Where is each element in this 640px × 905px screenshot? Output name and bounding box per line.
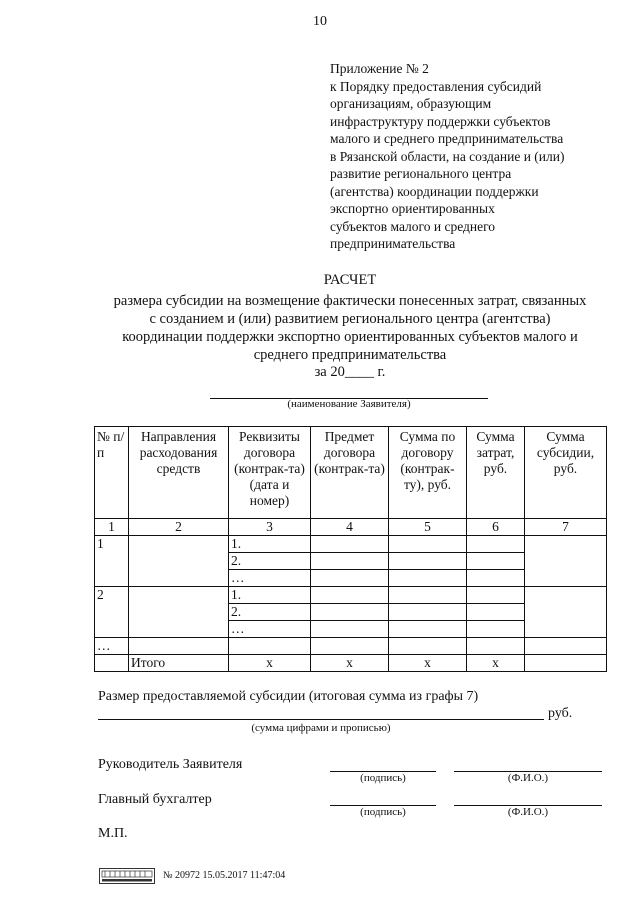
header-contract-sum: Сумма по договору (контрак-ту), руб. [389, 427, 467, 519]
column-number: 7 [525, 519, 607, 536]
header-contract-details: Реквизиты договора (контрак-та) (дата и номер) [229, 427, 311, 519]
table-row [95, 638, 607, 655]
contract-cell: 2. [229, 604, 311, 621]
table-cell [311, 604, 389, 621]
annex-line: (агентства) координации поддержки [330, 183, 539, 199]
header-directions: Направления расходования средств [129, 427, 229, 519]
subsidy-sum-line [98, 719, 544, 720]
table-cell [311, 536, 389, 553]
annex-line: в Рязанской области, на создание и (или) [330, 148, 565, 164]
accountant-fio-caption: (Ф.И.О.) [507, 806, 549, 818]
table-cell [389, 638, 467, 655]
contract-cell: 2. [229, 553, 311, 570]
row-number: … [95, 638, 129, 655]
column-numbers-row [95, 519, 607, 536]
table-row [95, 536, 607, 553]
applicant-caption: (наименование Заявителя) [287, 398, 411, 410]
table-cell [311, 587, 389, 604]
annex-line: экспортно ориентированных [330, 201, 495, 216]
total-subsidy-cell [525, 655, 607, 672]
direction-cell [129, 587, 229, 638]
registration-number: № 20972 15.05.2017 11:47:04 [163, 870, 286, 881]
row-number: 2 [95, 587, 129, 638]
calculation-table [94, 426, 607, 672]
head-fio-caption: (Ф.И.О.) [507, 772, 549, 784]
table-cell [467, 553, 525, 570]
column-number: 1 [95, 519, 129, 536]
column-number: 4 [311, 519, 389, 536]
x-mark: x [467, 655, 525, 672]
document-subtitle [90, 292, 610, 364]
table-cell [389, 570, 467, 587]
table-cell [525, 638, 607, 655]
contract-cell: 1. [229, 587, 311, 604]
x-mark: x [311, 655, 389, 672]
contract-cell: … [229, 570, 311, 587]
contract-cell: … [229, 621, 311, 638]
subsidy-cell [525, 587, 607, 638]
table-cell [467, 638, 525, 655]
table-cell [311, 638, 389, 655]
annex-line: развитие регионального центра [330, 166, 512, 181]
table-cell [311, 570, 389, 587]
annex-line: организациям, образующим [330, 96, 492, 111]
header-no: № п/п [95, 427, 129, 519]
table-cell [389, 536, 467, 553]
subtitle-line: среднего предпринимательства [253, 347, 447, 363]
table-cell [389, 587, 467, 604]
header-subsidy-sum: Сумма субсидии, руб. [525, 427, 607, 519]
column-number: 3 [229, 519, 311, 536]
table-cell [229, 638, 311, 655]
total-label: Итого [129, 655, 229, 672]
head-label: Руководитель Заявителя [98, 757, 243, 772]
year-line: за 20____ г. [314, 364, 386, 380]
annex-line: инфраструктуру поддержки субъектов [330, 113, 551, 129]
table-row [95, 587, 607, 604]
registry-stamp-icon [99, 866, 155, 886]
header-contract-subject: Предмет договора (контрак-та) [311, 427, 389, 519]
table-cell [467, 570, 525, 587]
annex-line: субъектов малого и среднего [330, 218, 496, 234]
total-row [95, 655, 607, 672]
accountant-signature-caption: (подпись) [360, 806, 406, 818]
contract-cell: 1. [229, 536, 311, 553]
table-cell [389, 553, 467, 570]
x-mark: x [229, 655, 311, 672]
subsidy-sum-caption: (сумма цифрами и прописью) [251, 722, 391, 734]
column-number: 5 [389, 519, 467, 536]
x-mark: x [389, 655, 467, 672]
column-number: 2 [129, 519, 229, 536]
table-cell [467, 604, 525, 621]
subtitle-line: с созданием и (или) развитием регионального центра (агентства) [149, 311, 551, 327]
row-number: 1 [95, 536, 129, 587]
table-cell [129, 638, 229, 655]
subsidy-size-label: Размер предоставляемой субсидии (итоговая сумма из графы 7) [98, 689, 479, 704]
annex-line: малого и среднего предпринимательства [330, 131, 564, 146]
accountant-label: Главный бухгалтер [98, 792, 212, 807]
table-cell [95, 655, 129, 672]
subtitle-line: размера субсидии на возмещение фактически понесенных затрат, связанных [113, 293, 587, 309]
column-number: 6 [467, 519, 525, 536]
table-cell [311, 553, 389, 570]
subsidy-cell [525, 536, 607, 587]
subtitle-line: координации поддержки экспортно ориентированных субъектов малого и [122, 329, 578, 345]
direction-cell [129, 536, 229, 587]
rub-label: руб. [548, 706, 573, 721]
head-signature-caption: (подпись) [360, 772, 406, 784]
annex-note [330, 60, 620, 253]
table-cell [389, 621, 467, 638]
table-cell [311, 621, 389, 638]
annex-line: к Порядку предоставления субсидий [330, 78, 542, 94]
annex-line: Приложение № 2 [330, 61, 429, 76]
page-number: 10 [313, 14, 327, 29]
table-cell [467, 536, 525, 553]
header-costs-sum: Сумма затрат, руб. [467, 427, 525, 519]
document-title: РАСЧЕТ [323, 272, 377, 288]
table-cell [389, 604, 467, 621]
seal-place: М.П. [98, 826, 128, 841]
table-header-row [95, 427, 607, 519]
table-cell [467, 621, 525, 638]
annex-line: предпринимательства [330, 236, 456, 251]
table-cell [467, 587, 525, 604]
